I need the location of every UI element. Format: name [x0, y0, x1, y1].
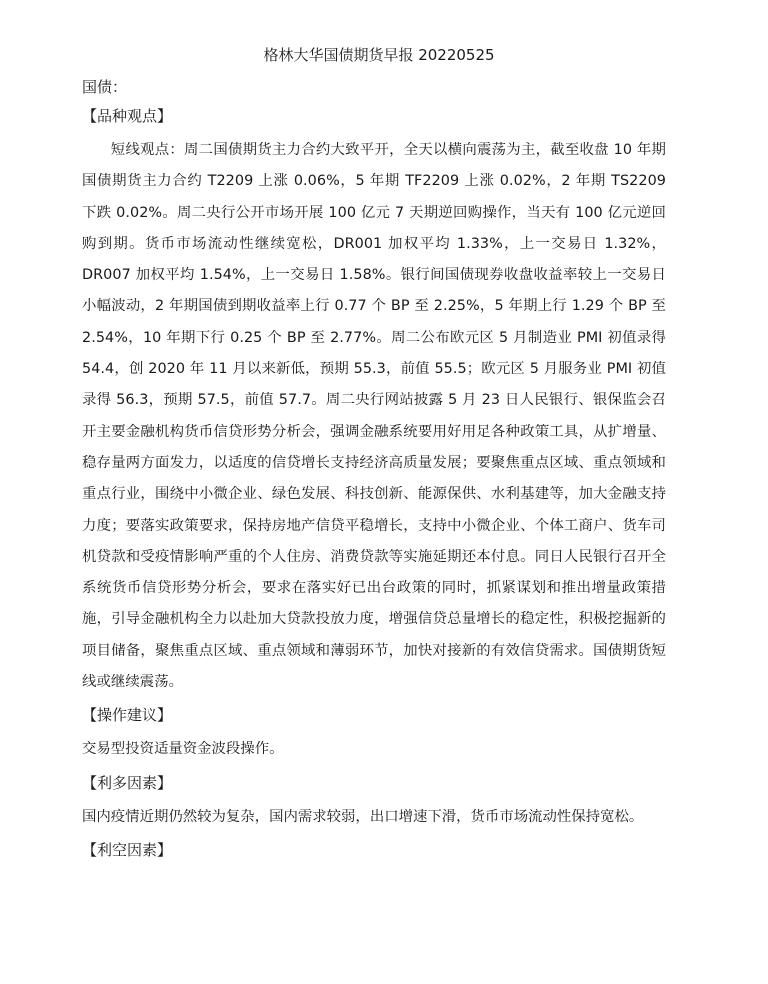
- document-page: [82, 44, 666, 869]
- advice-paragraph: 交易型投资适量资金波段操作。: [82, 741, 284, 758]
- category-label: 国债：: [82, 78, 128, 96]
- views-heading: 【品种观点】: [82, 107, 173, 125]
- bullish-paragraph: 国内疫情近期仍然较为复杂，国内需求较弱，出口增速下滑，货币市场流动性保持宽松。: [82, 808, 644, 825]
- views-paragraph: 短线观点：周二国债期货主力合约大致平开，全天以横向震荡为主，截至收盘 10 年期国债期货主力合约 T2209 上涨 0.06%，5 年期 TF2209 上涨 0.02%，2 年期 TS2209 下跌 0.02%。周二央行公开市场开展 100 亿元 7 天期逆回购操作，当天有 100 亿元逆回购到期。货币市场流动性继续宽松，DR001 加权平均 1.33%，上一交易日 1.32%，DR007 加权平均 1.54%，上一交易日 1.58%。银行间国债现券收盘收益率较上一交易日小幅波动，2 年期国债到期收益率上行 0.77 个 BP 至 2.25%，5 年期上行 1.29 个 BP 至 2.54%，10 年期下行 0.25 个 BP 至 2.77%。周二公布欧元区 5 月制造业 PMI 初值录得 54.4，创 2020 年 11 月以来新低，预期 55.3，前值 55.5；欧元区 5 月服务业 PMI 初值录得 56.3，预期 57.5，前值 57.7。周二央行网站披露 5 月 23 日人民银行、银保监会召开主要金融机构货币信贷形势分析会，强调金融系统要用好用足各种政策工具，从扩增量、稳存量两方面发力，以适度的信贷增长支持经济高质量发展；要聚焦重点区域、重点领域和重点行业，围绕中小微企业、绿色发展、科技创新、能源保供、水利基建等，加大金融支持力度；要落实政策要求，保持房地产信贷平稳增长，支持中小微企业、个体工商户、货车司机贷款和受疫情影响严重的个人住房、消费贷款等实施延期还本付息。同日人民银行召开全系统货币信贷形势分析会，要求在落实好已出台政策的同时，抓紧谋划和推出增量政策措施，引导金融机构全力以赴加大贷款投放力度，增强信贷总量增长的稳定性，积极挖掘新的项目储备，聚焦重点区域、重点领域和薄弱环节，加快对接新的有效信贷需求。国债期货短线或继续震荡。: [82, 142, 666, 691]
- bullish-heading: 【利多因素】: [82, 773, 173, 792]
- document-title: 格林大华国债期货早报 20220525: [263, 46, 495, 64]
- advice-heading: 【操作建议】: [82, 706, 173, 725]
- bearish-heading: 【利空因素】: [82, 840, 173, 859]
